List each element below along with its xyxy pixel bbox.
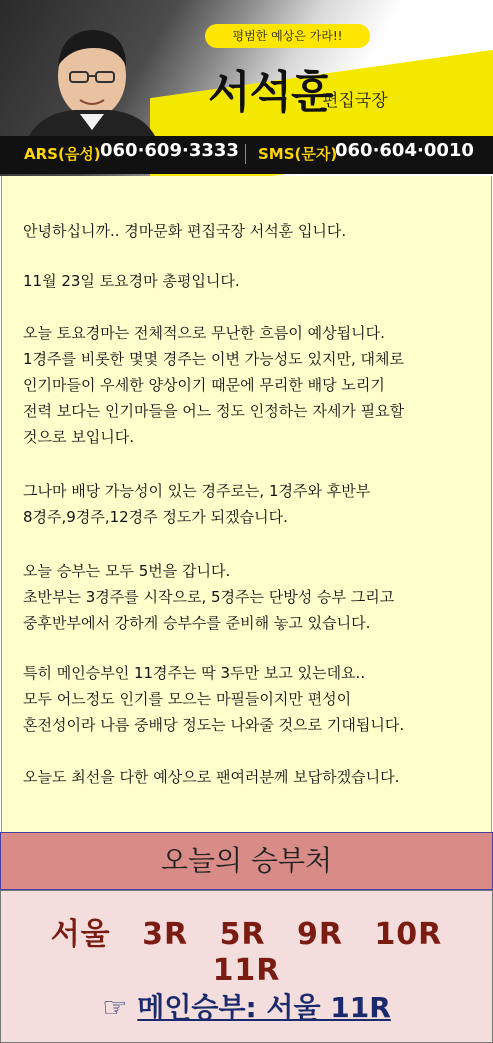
race-item: 9R: [297, 917, 343, 952]
race-item: 5R: [219, 917, 266, 952]
race-item: 10R: [374, 917, 443, 952]
race-item: 3R: [142, 917, 189, 952]
odds-paragraph: 그나마 배당 가능성이 있는 경주로는, 1경주와 후반부 8경주,9경주,12경주 정도가 되겠습니다.: [23, 482, 371, 526]
race-item: 11R: [212, 953, 281, 988]
picks-box: [0, 890, 493, 1043]
avatar: [14, 18, 164, 148]
sms-label: SMS(문자): [258, 145, 338, 163]
picks-title-bar: [0, 832, 493, 890]
ars-number: 060·609·3333: [100, 140, 239, 161]
strategy-paragraph: 오늘 승부는 모두 5번을 갑니다. 초반부는 3경주를 시작으로, 5경주는 단방성 승부 그리고 중후반부에서 강하게 승부수를 준비해 놓고 있습니다.: [23, 562, 395, 632]
ars-label: ARS(음성): [24, 145, 101, 163]
main-pick-label: 메인승부: 서울 11R: [137, 991, 391, 1024]
phone-divider: [245, 144, 246, 164]
sms-number: 060·604·0010: [335, 140, 474, 161]
main-pick: [1, 986, 492, 1026]
closing-paragraph: 오늘도 최선을 다한 예상으로 팬여러분께 보답하겠습니다.: [23, 768, 400, 786]
header-banner: [0, 0, 493, 176]
column-body: [1, 176, 492, 832]
summary-title-paragraph: 11월 23일 토요경마 총평입니다.: [23, 272, 240, 290]
tagline-badge: 평범한 예상은 가라!!: [205, 24, 370, 48]
race-venue: 서울: [50, 917, 111, 952]
race-list: [1, 909, 492, 988]
main-race-paragraph: 특히 메인승부인 11경주는 딱 3두만 보고 있는데요.. 모두 어느정도 인기를 모으는 마필들이지만 편성이 혼전성이라 나름 중배당 정도는 나와줄 것으로 기대됩니다.: [23, 664, 405, 734]
greeting-paragraph: 안녕하십니까.. 경마문화 편집국장 서석훈 입니다.: [23, 222, 347, 240]
overview-paragraph: 오늘 토요경마는 전체적으로 무난한 흐름이 예상됩니다. 1경주를 비롯한 몇몇 경주는 이변 가능성도 있지만, 대체로 인기마들이 우세한 양상이기 때문에 무리한 배당 노리기 전력 보다는 인기마들을 어느 정도 인정하는 자세가 필요할 것으로 보입니다.: [23, 324, 405, 446]
picks-title: 오늘의 승부처: [160, 844, 333, 877]
editor-role: 편집국장: [322, 91, 388, 111]
pointing-hand-icon: ☞: [102, 991, 128, 1024]
editor-name: 서석훈: [208, 67, 333, 118]
